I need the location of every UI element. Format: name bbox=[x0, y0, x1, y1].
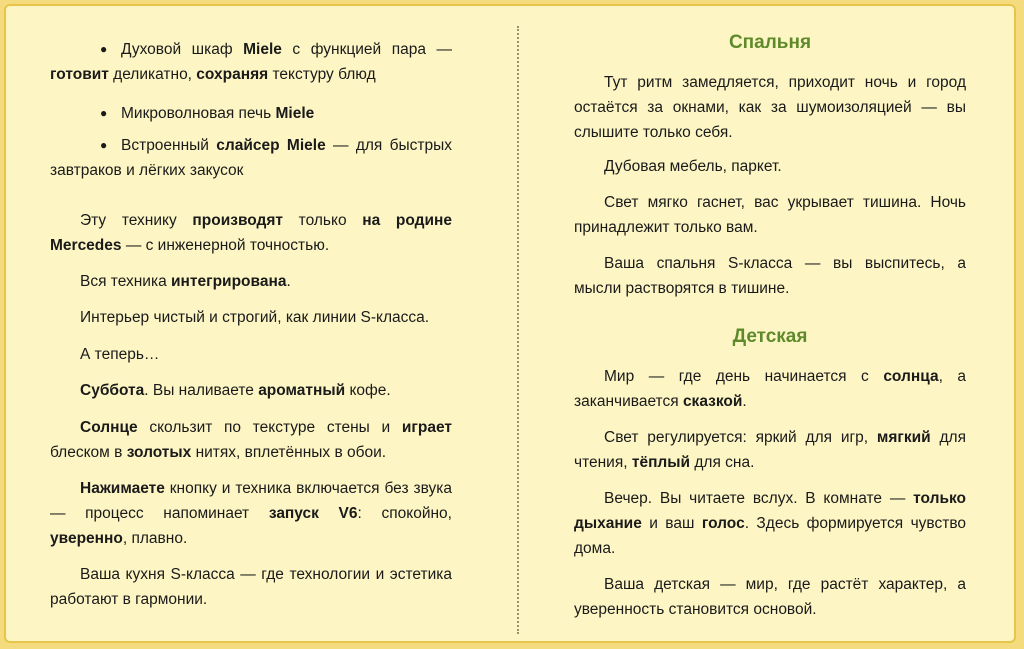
bold-text: тёплый bbox=[631, 454, 691, 471]
heading-bedroom: Спальня bbox=[728, 32, 812, 53]
bullet-microwave bbox=[50, 101, 452, 126]
text-segment: только bbox=[283, 212, 363, 229]
bold-text: голос bbox=[701, 515, 745, 532]
text-segment: деликатно, bbox=[108, 66, 197, 83]
text-segment: . Здесь формируется чувство дома. bbox=[574, 515, 966, 557]
bold-text: Miele bbox=[275, 105, 315, 122]
paragraph-interior bbox=[50, 305, 452, 330]
bold-text: сказкой bbox=[682, 393, 743, 410]
paragraph-bedroom-rhythm bbox=[574, 70, 966, 145]
paragraph-kitchen bbox=[50, 562, 452, 612]
bold-text: Нажимаете bbox=[80, 480, 165, 497]
text-segment: Вся техника bbox=[80, 273, 172, 290]
bold-text: только дыхание bbox=[574, 490, 966, 532]
bold-text: производят bbox=[192, 212, 283, 229]
text-segment: : спокойно, bbox=[357, 505, 452, 522]
bullet-slicer bbox=[50, 133, 452, 183]
bold-text: солнца bbox=[883, 368, 939, 385]
bullet-dot-icon: ● bbox=[100, 42, 108, 56]
bold-text: Miele bbox=[243, 41, 282, 58]
text-segment: Интерьер чистый и строгий, как линии S-класса. bbox=[80, 309, 430, 326]
text-segment: и ваш bbox=[641, 515, 702, 532]
text-segment: Свет мягко гаснет, вас укрывает тишина. Ночь принадлежит только вам. bbox=[574, 194, 966, 236]
text-segment: Ваша детская — мир, где растёт характер, а уверенность становится основой. bbox=[574, 576, 966, 618]
text-segment: Духовой шкаф bbox=[121, 41, 244, 58]
text-segment: Ваша кухня S-класса — где технологии и эстетика работают в гармонии. bbox=[50, 566, 452, 608]
text-segment: с функцией пара — bbox=[281, 41, 453, 58]
text-segment: — для быстрых завтраков и лёгких закусок bbox=[50, 137, 452, 179]
bold-text: Суббота bbox=[80, 382, 145, 399]
paragraph-saturday bbox=[50, 378, 452, 403]
bullet-dot-icon: ● bbox=[100, 106, 108, 120]
paragraph-kids-light bbox=[574, 425, 966, 475]
paragraph-sun bbox=[50, 415, 452, 465]
text-segment: кнопку и техника включается без звука — процесс напоминает bbox=[50, 480, 452, 522]
text-segment: блеском в bbox=[50, 444, 127, 461]
text-segment: Эту технику bbox=[80, 212, 193, 229]
text-segment: Микроволновая печь bbox=[121, 105, 276, 122]
paragraph-now bbox=[50, 342, 452, 367]
bold-text: слайсер Miele bbox=[216, 137, 326, 154]
paragraph-button bbox=[50, 476, 452, 551]
text-segment: Встроенный bbox=[121, 137, 217, 154]
bold-text: сохраняя bbox=[196, 66, 269, 83]
paragraph-bedroom-light bbox=[574, 190, 966, 240]
bullet-oven bbox=[50, 37, 452, 87]
paragraph-bedroom-sclass bbox=[574, 251, 966, 301]
text-segment: нитях, вплетённых в обои. bbox=[191, 444, 387, 461]
bold-text: уверенно bbox=[50, 530, 123, 547]
text-segment: Мир — где день начинается с bbox=[604, 368, 884, 385]
text-segment: скользит по текстуре стены и bbox=[137, 419, 402, 436]
text-segment: , а заканчивается bbox=[574, 368, 966, 410]
text-segment: . Вы наливаете bbox=[144, 382, 259, 399]
text-segment: , плавно. bbox=[122, 530, 188, 547]
text-segment: Ваша спальня S-класса — вы выспитесь, а мысли растворятся в тишине. bbox=[574, 255, 966, 297]
paragraph-kids-sclass bbox=[574, 572, 966, 622]
heading-kids: Детская bbox=[732, 326, 808, 347]
bold-text: Солнце bbox=[80, 419, 138, 436]
bold-text: запуск V6 bbox=[268, 505, 358, 522]
document-page bbox=[4, 4, 1016, 643]
text-segment: — с инженерной точностью. bbox=[121, 237, 330, 254]
bold-text: золотых bbox=[126, 444, 192, 461]
text-segment: . bbox=[742, 393, 747, 410]
text-segment: . bbox=[286, 273, 291, 290]
text-segment: кофе. bbox=[345, 382, 391, 399]
bold-text: готовит bbox=[50, 66, 109, 83]
text-segment: Дубовая мебель, паркет. bbox=[604, 158, 782, 175]
text-segment: Вечер. Вы читаете вслух. В комнате — bbox=[604, 490, 914, 507]
paragraph-kids-world bbox=[574, 364, 966, 414]
text-segment: Тут ритм замедляется, приходит ночь и город остаётся за окнами, как за шумоизоляцией — вы слышите только себя. bbox=[574, 74, 966, 141]
text-segment: текстуру блюд bbox=[268, 66, 376, 83]
bold-text: играет bbox=[401, 419, 452, 436]
bold-text: мягкий bbox=[876, 429, 931, 446]
bullet-dot-icon: ● bbox=[100, 138, 108, 152]
column-divider bbox=[517, 26, 519, 634]
paragraph-integrated bbox=[50, 269, 452, 294]
bold-text: интегрирована bbox=[171, 273, 287, 290]
text-segment: для сна. bbox=[690, 454, 755, 471]
text-segment: Свет регулируется: яркий для игр, bbox=[604, 429, 877, 446]
bold-text: на родине Mercedes bbox=[50, 212, 453, 254]
text-segment: для чтения, bbox=[574, 429, 966, 471]
paragraph-kids-evening bbox=[574, 486, 966, 561]
bold-text: ароматный bbox=[258, 382, 346, 399]
text-segment: А теперь… bbox=[80, 346, 160, 363]
paragraph-bedroom-furniture bbox=[574, 154, 966, 179]
paragraph-production bbox=[50, 208, 452, 258]
